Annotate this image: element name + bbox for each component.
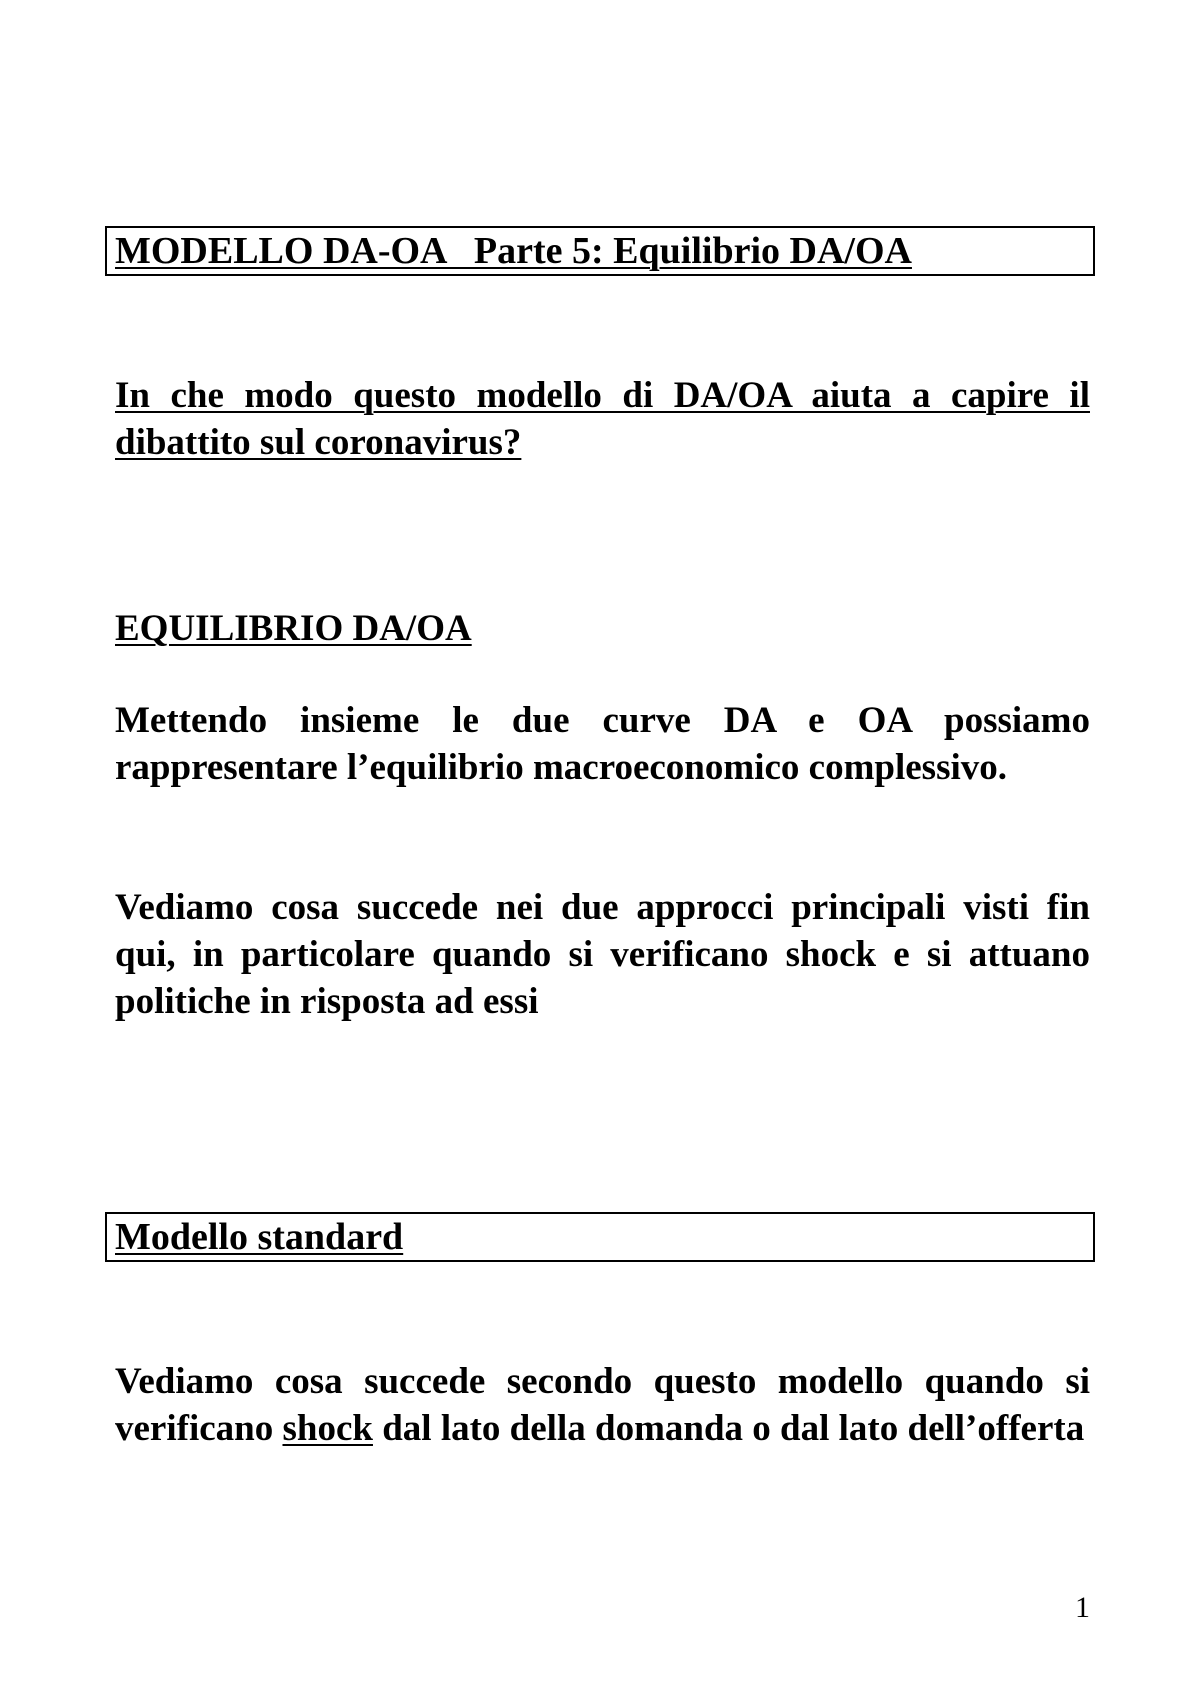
paragraph-shock-before: Vediamo cosa succede secondo questo modello quando si verificano bbox=[115, 1361, 1090, 1449]
section-heading-equilibrio bbox=[115, 605, 1090, 652]
question-underlined: In che modo questo modello di DA/OA aiuta a capire il dibattito sul coronavirus? bbox=[115, 375, 1090, 463]
paragraph-shock-underlined: shock bbox=[282, 1408, 373, 1449]
page-number: 1 bbox=[1075, 1591, 1090, 1624]
section-title-modello-standard: Modello standard bbox=[115, 1216, 404, 1258]
section-title-box bbox=[105, 1212, 1095, 1262]
paragraph-curve: Mettendo insieme le due curve DA e OA possiamo rappresentare l’equilibrio macroeconomico complessivo. bbox=[115, 700, 1090, 788]
question-text bbox=[115, 372, 1090, 466]
header-title: MODELLO DA-OA Parte 5: Equilibrio DA/OA bbox=[115, 230, 912, 272]
section-heading-equilibrio-text: EQUILIBRIO DA/OA bbox=[115, 608, 472, 649]
paragraph-approcci: Vediamo cosa succede nei due approcci principali visti fin qui, in particolare quando si verificano shock e si attuano politiche in risposta ad essi bbox=[115, 887, 1090, 1022]
paragraph-shock-after: dal lato della domanda o dal lato dell’offerta bbox=[372, 1408, 1085, 1449]
header-title-box bbox=[105, 226, 1095, 276]
paragraph-shock bbox=[115, 1358, 1090, 1452]
